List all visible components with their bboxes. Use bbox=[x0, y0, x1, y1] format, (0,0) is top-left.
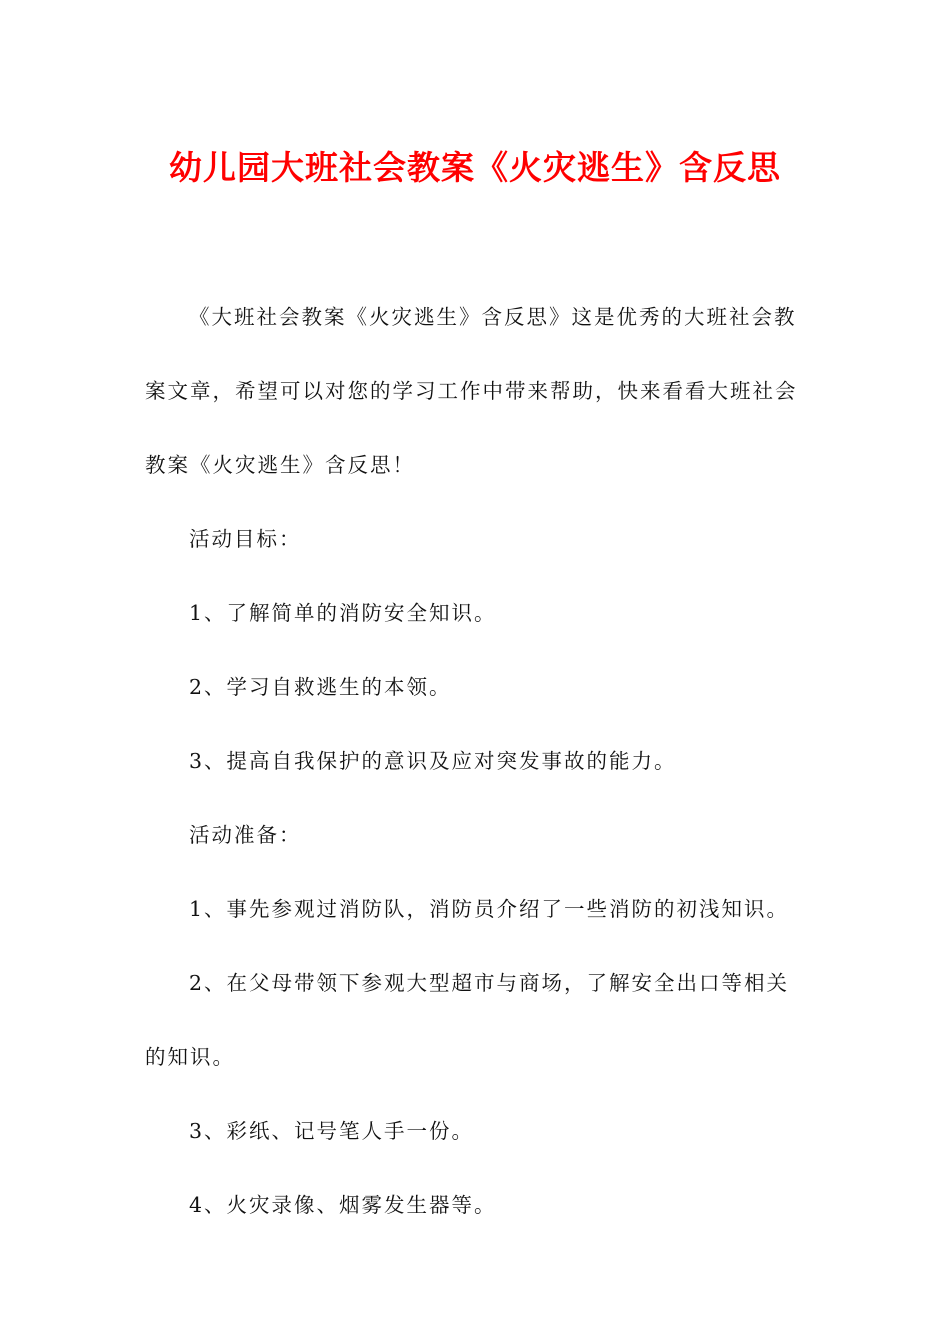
preparation-item-2: 2、在父母带领下参观大型超市与商场，了解安全出口等相关的知识。 bbox=[145, 971, 790, 1069]
preparation-item-3: 3、彩纸、记号笔人手一份。 bbox=[189, 1119, 475, 1143]
objective-item-1: 1、了解简单的消防安全知识。 bbox=[189, 601, 497, 625]
preparation-item-1: 1、事先参观过消防队，消防员介绍了一些消防的初浅知识。 bbox=[189, 897, 790, 921]
section-heading-preparation: 活动准备： bbox=[189, 823, 302, 847]
intro-paragraph: 《大班社会教案《火灾逃生》含反思》这是优秀的大班社会教案文章，希望可以对您的学习工作中带来帮助，快来看看大班社会教案《火灾逃生》含反思！ bbox=[145, 305, 798, 477]
document-body bbox=[145, 280, 810, 1242]
section-heading-objectives: 活动目标： bbox=[189, 527, 302, 551]
objective-item-2: 2、学习自救逃生的本领。 bbox=[189, 675, 452, 699]
preparation-item-4: 4、火灾录像、烟雾发生器等。 bbox=[189, 1193, 497, 1217]
document-title: 幼儿园大班社会教案《火灾逃生》含反思 bbox=[169, 148, 781, 187]
objective-item-3: 3、提高自我保护的意识及应对突发事故的能力。 bbox=[189, 749, 677, 773]
